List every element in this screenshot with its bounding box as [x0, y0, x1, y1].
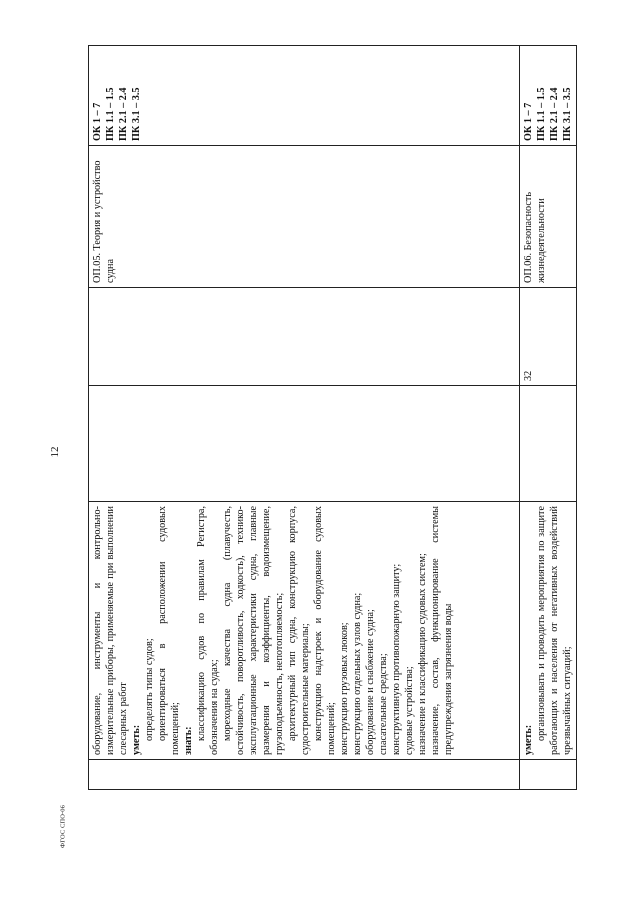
cell-max-hours	[520, 386, 577, 502]
table-row-op06	[520, 46, 577, 790]
cell-discipline-op05: ОП.05. Теория и устройство судна	[89, 146, 520, 288]
competency-code: ПК 1.1 – 1.5	[536, 87, 547, 141]
cell-competencies-op05	[89, 46, 520, 146]
competency-code: ПК 1.1 – 1.5	[105, 87, 116, 141]
umet-label: уметь:	[131, 724, 142, 755]
list-item: классификацию судов по правилам Регистра, обозначения на судах;	[196, 506, 220, 755]
cell-max-hours	[89, 386, 520, 502]
competency-code: ОК 1 – 7	[523, 102, 534, 141]
list-item: конструкцию отдельных узлов судна;	[352, 592, 363, 755]
list-item: организовывать и проводить мероприятия по защите работающих и населения от негативных воздействий чрезвычайных ситуаций;	[536, 506, 573, 755]
cell-hours-op05	[89, 288, 520, 386]
cell-description-op05	[89, 502, 520, 760]
list-item: мореходные качества судна (плавучесть, остойчивость, поворотливость, ходкость), технико-эксплуатационные характеристики судна, главные размерения и коэффициенты, водоизмещение, грузоподъемность, непотопляемость;	[222, 506, 285, 755]
competency-code: ПК 2.1 – 2.4	[549, 87, 560, 141]
cell-description-op06	[520, 502, 577, 760]
table-row-op05	[89, 46, 520, 790]
list-item: ориентироваться в расположении судовых помещений;	[157, 506, 181, 755]
competency-code: ОК 1 – 7	[92, 102, 103, 141]
desc-intro: оборудование, инструменты и контрольно-измерительные приборы, применяемые при выполнении слесарных работ	[92, 506, 129, 755]
competency-code: ПК 3.1 – 3.5	[562, 87, 573, 141]
curriculum-table	[88, 45, 577, 790]
znat-label: знать:	[183, 726, 194, 755]
cell-index	[520, 760, 577, 790]
list-item: оборудование и снабжение судна;	[365, 609, 376, 755]
cell-competencies-op06	[520, 46, 577, 146]
cell-discipline-op06: ОП.06. Безопасность жизнедеятельности	[520, 146, 577, 288]
list-item: архитектурный тип судна, конструкцию корпуса, судостроительные материалы;	[287, 506, 311, 755]
competency-code: ПК 3.1 – 3.5	[131, 87, 142, 141]
list-item: назначение, состав, функционирование системы предупреждения загрязнения воды	[430, 506, 454, 755]
list-item: назначение и классификацию судовых систем;	[417, 553, 428, 755]
list-item: конструкцию надстроек и оборудование судовых помещений;	[313, 506, 337, 755]
cell-index	[89, 760, 520, 790]
list-item: спасательные средства;	[378, 653, 389, 755]
footer-standard-code: ФГОС СПО-06	[59, 805, 67, 848]
list-item: конструктивную противопожарную защиту;	[391, 563, 402, 755]
cell-hours-op06: 32	[520, 288, 577, 386]
page-number: 12	[49, 446, 61, 458]
list-item: конструкцию грузовых люков;	[339, 622, 350, 755]
list-item: судовые устройства;	[404, 666, 415, 755]
rotated-table-container	[88, 46, 573, 790]
umet-label: уметь:	[523, 724, 534, 755]
competency-code: ПК 2.1 – 2.4	[118, 87, 129, 141]
list-item: определять типы судов;	[144, 638, 155, 741]
